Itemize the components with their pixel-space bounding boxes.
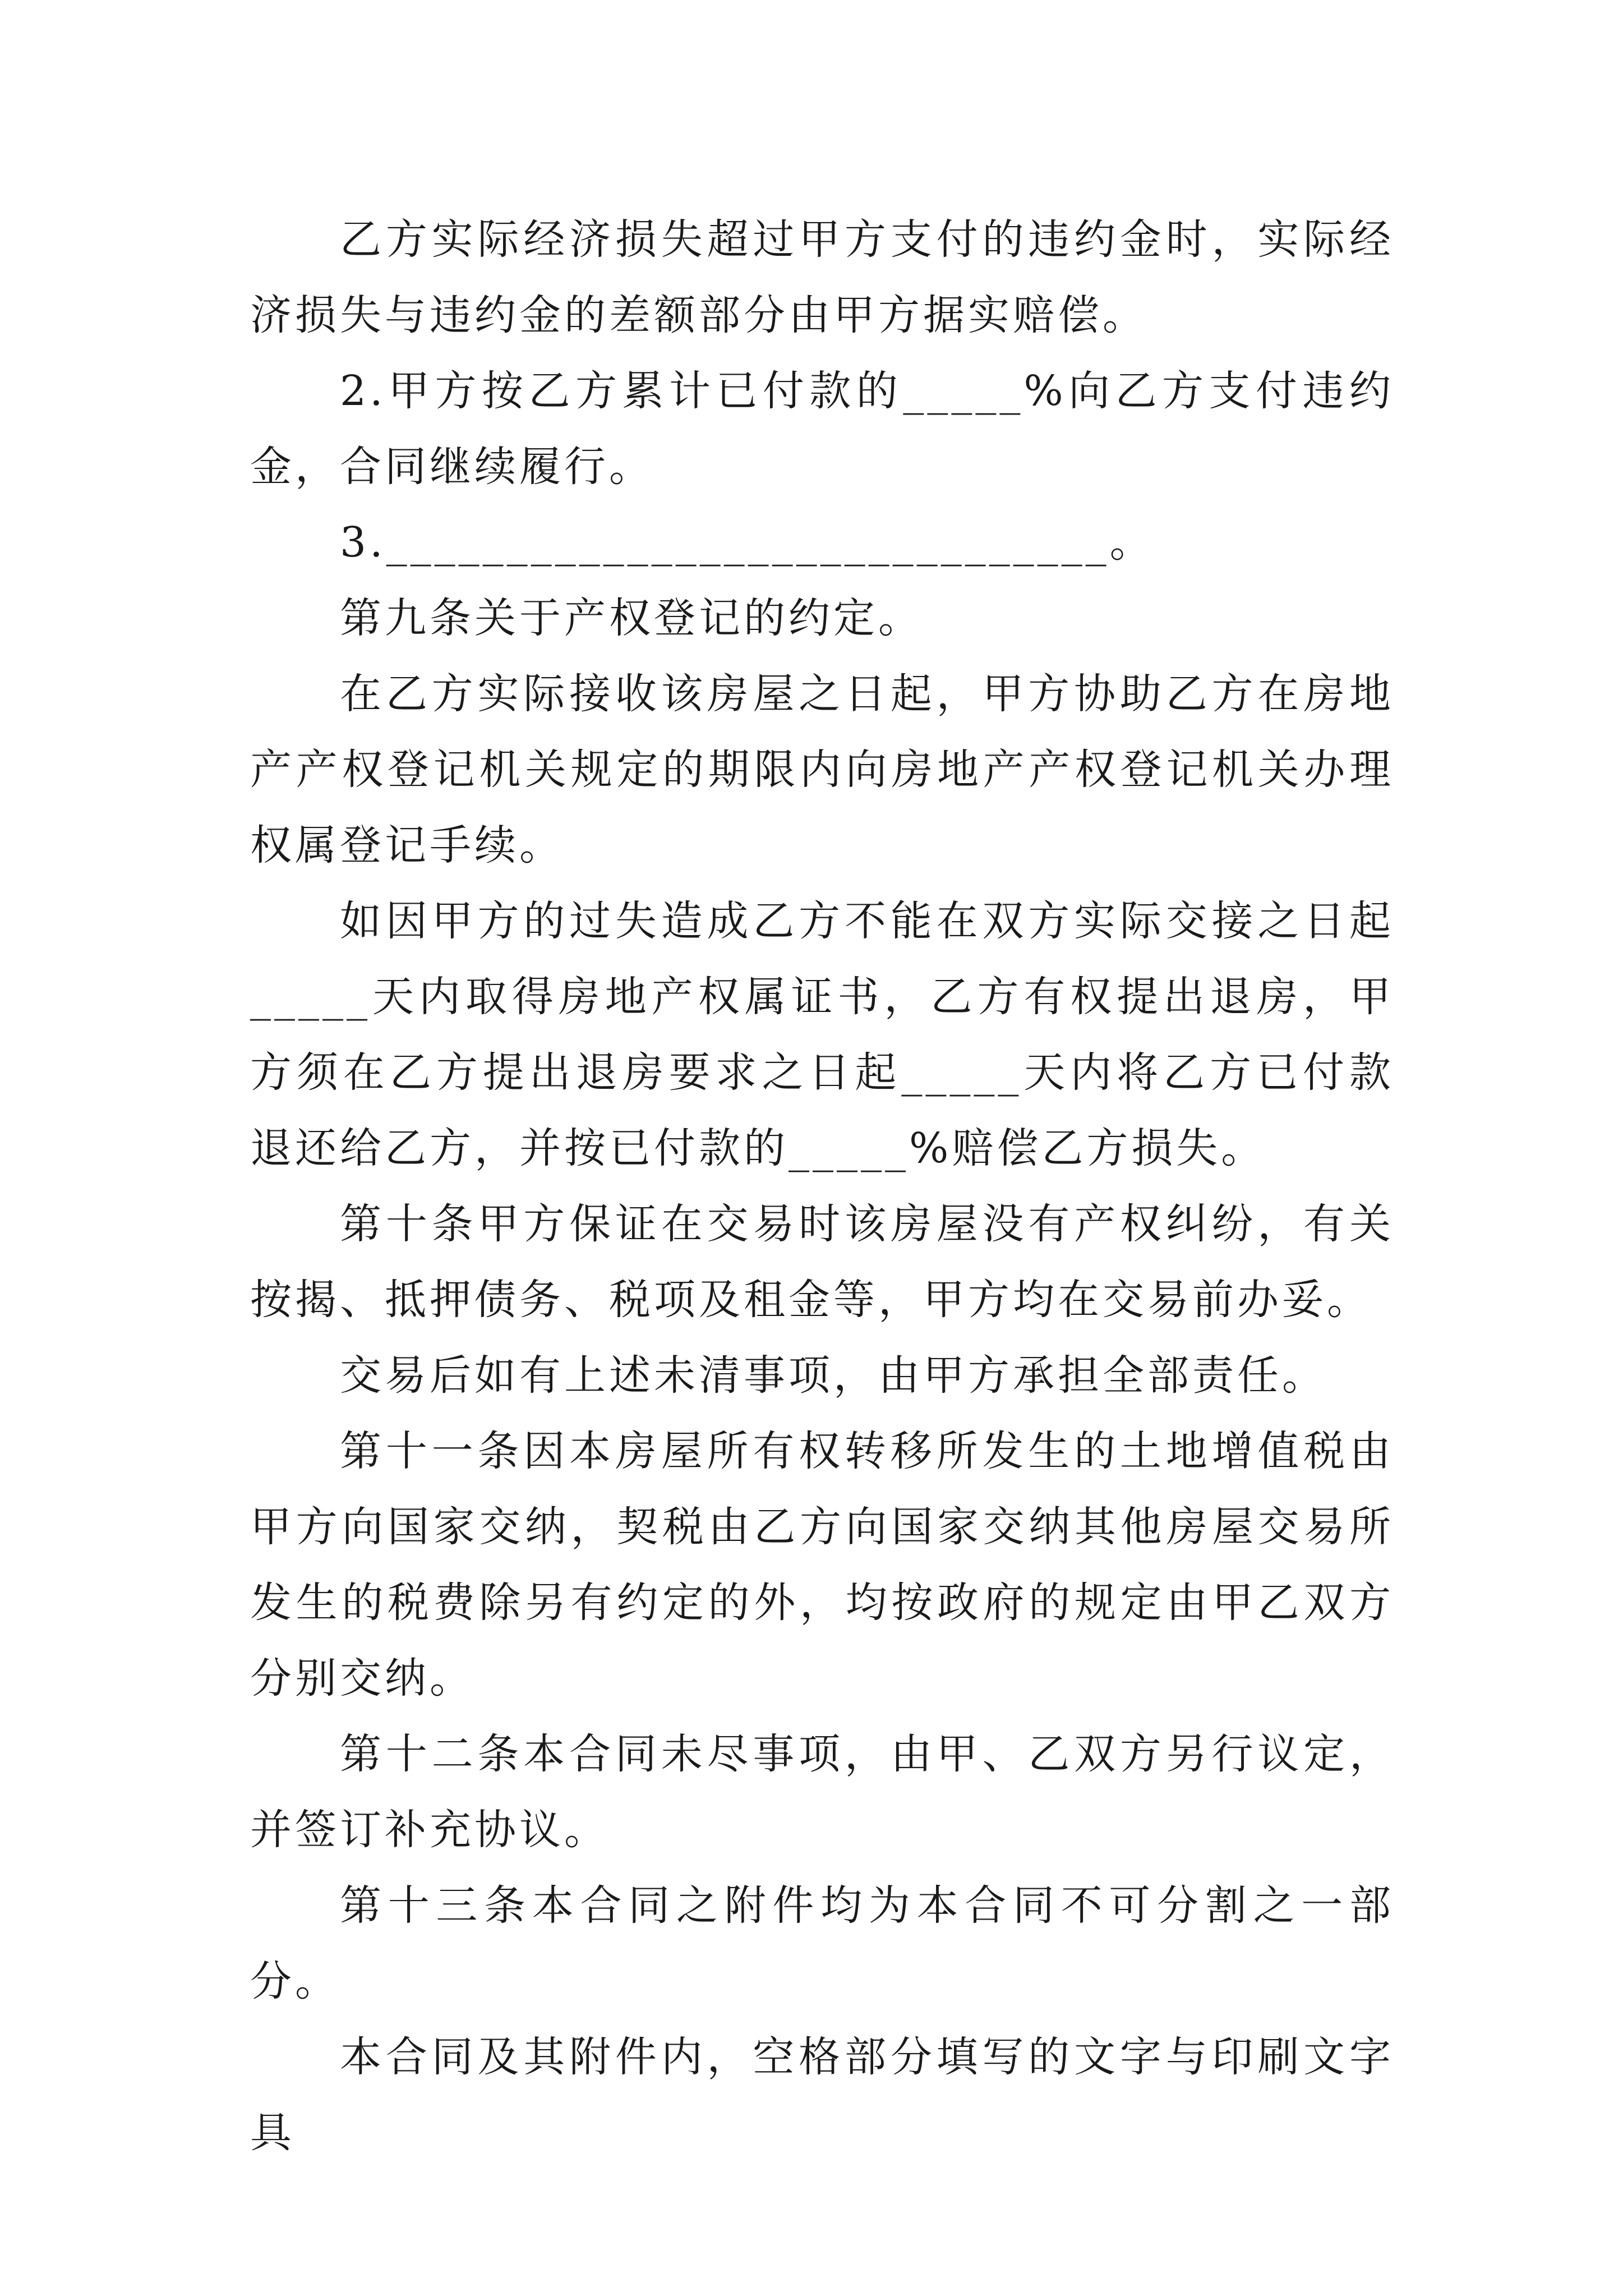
paragraph-article-13: 第十三条本合同之附件均为本合同不可分割之一部分。 [250, 1881, 1394, 2005]
paragraph-annex: 本合同及其附件内，空格部分填写的文字与印刷文字具 [250, 2033, 1394, 2157]
paragraph-clause-3: 3.______________________________。 [340, 518, 1155, 567]
paragraph-article-10-liability: 交易后如有上述未清事项，由甲方承担全部责任。 [340, 1351, 1327, 1400]
paragraph-article-9-fault: 如因甲方的过失造成乙方不能在双方实际交接之日起_____天内取得房地产权属证书，乙方有权提出退房，甲方须在乙方提出退房要求之日起_____天内将乙方已付款退还给乙方，并按已付款的_____%赔偿乙方损失。 [250, 897, 1394, 1172]
paragraph-compensation: 乙方实际经济损失超过甲方支付的违约金时，实际经济损失与违约金的差额部分由甲方据实赔偿。 [250, 215, 1394, 339]
paragraph-article-11: 第十一条因本房屋所有权转移所发生的土地增值税由甲方向国家交纳，契税由乙方向国家交纳其他房屋交易所发生的税费除另有约定的外，均按政府的规定由甲乙双方分别交纳。 [250, 1427, 1394, 1703]
paragraph-article-10: 第十条甲方保证在交易时该房屋没有产权纠纷，有关按揭、抵押债务、税项及租金等，甲方均在交易前办妥。 [250, 1200, 1394, 1324]
document-body [250, 202, 1394, 2171]
paragraph-clause-2: 2.甲方按乙方累计已付款的_____%向乙方支付违约金，合同继续履行。 [250, 367, 1394, 491]
paragraph-article-9-title: 第九条关于产权登记的约定。 [340, 594, 923, 642]
paragraph-article-9-registration: 在乙方实际接收该房屋之日起，甲方协助乙方在房地产产权登记机关规定的期限内向房地产产权登记机关办理权属登记手续。 [250, 670, 1394, 869]
paragraph-article-12: 第十二条本合同未尽事项，由甲、乙双方另行议定，并签订补充协议。 [250, 1730, 1394, 1854]
